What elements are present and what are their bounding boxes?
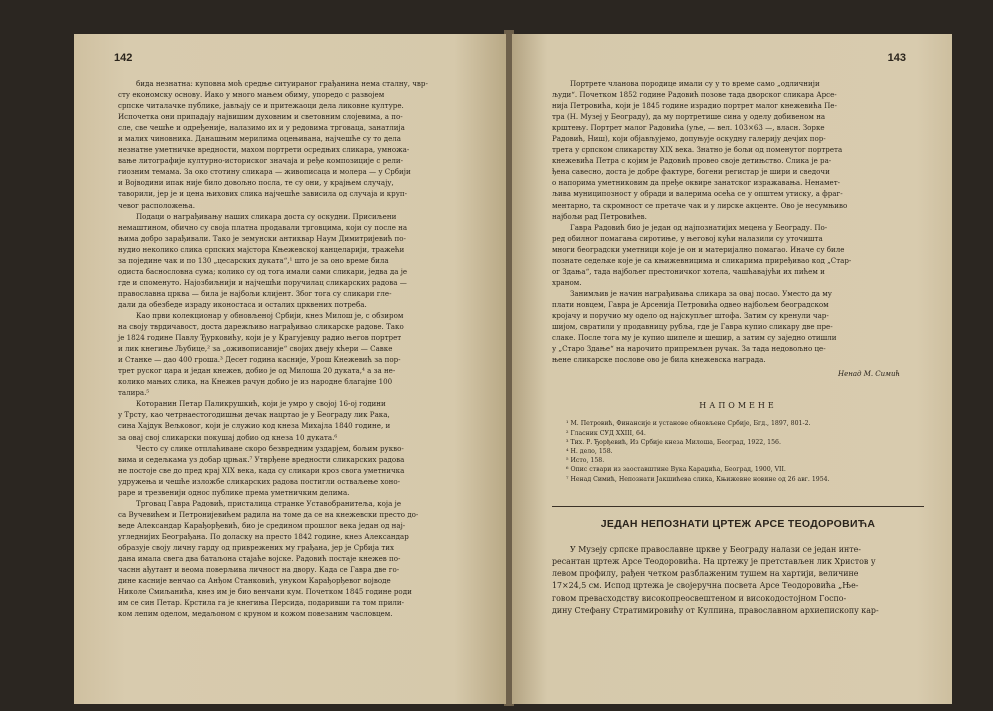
footnote-number: ⁴	[566, 447, 571, 455]
footnote	[566, 429, 924, 438]
text-line: дали да обезбеде израду иконостаса и осталих црквених потреба.	[118, 299, 367, 309]
footnote-text: Опис ствари из заоставштине Вука Караџића, Београд, 1900, VII.	[570, 466, 786, 474]
footnote	[566, 456, 924, 465]
article-title: ЈЕДАН НЕПОЗНАТИ ЦРТЕЖ АРСЕ ТЕОДОРОВИЋА	[600, 517, 876, 530]
text-line: храном.	[552, 277, 582, 287]
right-page	[512, 34, 952, 704]
paragraph	[118, 211, 478, 310]
text-line: Испочетка они припадају највишим духовним и световним слојевима, а по-	[118, 112, 403, 122]
text-line: вима и седељкама уз добар црњак.⁷ Утврђене вредности сликарских радова	[118, 454, 405, 464]
text-line: њене сликарске послове ово је била кнежевска награда.	[552, 355, 766, 365]
text-line: са Вучевићем и Петронијевићем радила на томе да се на кнежевски престо до-	[118, 509, 419, 519]
text-line: тра (Н. Музеј у Београду), да му портретише сина у оделу добивеном на	[552, 112, 826, 122]
text-line: сле, све чешће и одређеније, налазимо их и у редовима трговаца, занатлија	[118, 123, 405, 133]
footnotes-list	[552, 419, 924, 483]
paragraph	[118, 498, 478, 620]
text-line: и лик кнегиње Љубице,² за „оживописаније“ својих двеју кћери — Савке	[118, 344, 393, 354]
text-line: где и споменуто. Најозбиљнији и најчешћи поручилац сликарских радова —	[118, 277, 407, 287]
text-line: левом профилу, рађен четком разблаженим тушем на хартији, величине	[552, 569, 859, 579]
paragraph	[552, 544, 924, 617]
text-line: Трговац Гавра Радовић, присталица странке Уставобранитеља, која је	[136, 498, 402, 508]
text-line: раре и трезвенији однос публике према уметничким делима.	[118, 487, 350, 497]
text-line: ментарно, та скромност се претаче чак и у лирске акценте. Ово је несумњиво	[552, 200, 848, 210]
text-line: најбољи рад Петровићев.	[552, 211, 647, 221]
right-body-text	[552, 78, 924, 365]
text-line: и Војводини ипак није било довољно посла, те су они, у крајњем случају,	[118, 178, 394, 188]
text-line: колико мањих слика, на Кнежев рачун добио је из народне благајне 100	[118, 377, 393, 387]
text-line: кнежевића Петра с којим је Радовић провео своје детињство. Слика је ра-	[552, 156, 832, 166]
text-line: српске читалачке публике, јављају се и притежаоци дела ликовне културе.	[118, 101, 404, 111]
text-line: за овај свој сликарски покушај добио од кнеза 10 дуката.⁶	[118, 432, 338, 442]
footnote-text: Тих. Р. Ђорђевић, Из Србије кнеза Милоша, Београд, 1922, 156.	[570, 438, 781, 446]
footnote	[566, 465, 924, 474]
text-line: познате седељке које је са књижевницима и сликарима приређивао код „Стар-	[552, 255, 852, 265]
text-line: одиста баснословна сума; колико су од тога имали сами сликари, једва да је	[118, 266, 408, 276]
footnote-number: ⁶	[566, 466, 571, 474]
footnote-text: Гласник СУД XXIII, 64.	[570, 429, 646, 437]
text-line: православна црква — била је најбољи клијент. Због тога су сликари гле-	[118, 288, 392, 298]
text-line: угледнијих Београђана. По доласку на престо 1842 године, кнез Александар	[118, 531, 409, 541]
text-line: љива муниципозност у обради и валерима осећа се у општем утиску, а фраг-	[552, 189, 843, 199]
text-line: талира.⁵	[118, 388, 150, 398]
text-line: људи“. Почетком 1852 године Радовић позове тада дворског сликара Арсе-	[552, 90, 837, 100]
footnote	[566, 475, 924, 484]
text-line: кројачу и поручио му одело од најскупљег штофа. Затим су кренули чар-	[552, 310, 829, 320]
text-line: веде Александар Карађорђевић, био је средином прошлог века један од нај-	[118, 520, 406, 530]
paragraph	[552, 222, 924, 288]
footnote	[566, 419, 924, 428]
notes-heading: НАПОМЕНЕ	[699, 401, 777, 411]
text-line: Портрете чланова породице имали су у то време само „одличнији	[570, 79, 820, 88]
text-line: на своју тврдичавост, доста дарежљиво награђивао сликарске радове. Тако	[118, 322, 404, 332]
footnote-text: Н. дело, 158.	[570, 447, 613, 455]
text-line: многи београдски уметници које је он и материјално помагао. Иначе су биле	[552, 244, 845, 254]
text-line: за поједине чак и по 130 „цесарских дуката“,¹ што је за оно време била	[118, 255, 389, 265]
page-number-left: 142	[114, 52, 133, 64]
text-line: незнатне уметничке вредности, махом портрети осредњих сликара, умножа-	[118, 145, 410, 155]
footnote-number: ⁵	[566, 457, 571, 465]
footnote-number: ²	[566, 429, 571, 437]
text-line: њима добро зарађивали. Тако је земунски антиквар Наум Димитријевић по-	[118, 233, 406, 243]
page-number-right: 143	[887, 52, 906, 64]
article-body	[552, 544, 924, 617]
text-line: У Музеју српске православне цркве у Београду налази се један инте-	[570, 544, 861, 554]
footnote-text: М. Петровић, Финансије и установе обновљене Србије, Бгд., 1897, 801-2.	[570, 420, 811, 428]
text-line: плати новцем, Гавра је Арсенија Петровића одвео најбољем београдском	[552, 299, 829, 309]
text-line: таворили, јер је и цена њихових слика најчешће зависила од случаја и круп-	[118, 189, 408, 199]
text-line: и Станке — дао 400 гроша.³ Десет година касније, Урош Кнежевић за пор-	[118, 355, 401, 365]
left-page	[74, 34, 506, 704]
text-line: ред обилног помагања сиротиње, у његовој кући налазили су уточишта	[552, 233, 823, 243]
text-line: је 1824 године Павлу Ђурковићу, који је у Крагујевцу радио његов портрет	[118, 333, 402, 343]
text-line: Которанин Петар Паликрушкић, који је умро у својој 16-ој години	[136, 399, 386, 409]
text-line: Подаци о награђивању наших сликара доста су оскудни. Присиљени	[136, 211, 397, 221]
text-line: чевог расположења.	[118, 200, 195, 210]
footnote-number: ¹	[566, 420, 571, 428]
text-line: дину Стефану Стратимировићу от Кулпина, православном архиепископу кар-	[552, 605, 879, 615]
text-line: удружења и чешће изложбе сликарских радова постигли остваљење хоно-	[118, 476, 400, 486]
text-line: немаштином, обично су своја платна продавали трговцима, који су после на	[118, 222, 408, 232]
footnote-text: Исто, 158.	[570, 457, 605, 465]
text-line: Често су слике отплаћиване скоро безвредним уздарјем, бољим рукво-	[136, 443, 404, 453]
paragraph	[118, 310, 478, 398]
text-line: сина Хајдук Вељковог, који је служио код кнеза Михајла 1840 године, и	[118, 421, 391, 431]
text-line: ресантан цртеж Арсе Теодоровића. На цртежу је претстављен лик Христов у	[552, 556, 876, 566]
text-line: вање литографије културно-историског значаја и ређе композиције с рели-	[118, 156, 403, 166]
right-text-column	[552, 78, 924, 617]
text-line: им се син Петар. Крстила га је кнегиња Персида, подаривши га том прили-	[118, 598, 405, 608]
text-line: нија Петровића, који је 1845 године израдио портрет малог кнежевића Пе-	[552, 101, 837, 111]
footnote-text: Ненад Симић, Непознати Јакшићева слика, Књижевне новине од 26 авг. 1954.	[570, 475, 830, 483]
text-line: ог Здања“, тада најбољег престоничког хотела, чашћавајући их пићем и	[552, 266, 825, 276]
left-text-column	[118, 78, 478, 619]
text-line: не постоје све до пред крај XIX века, када су сликари кроз свога уметничка	[118, 465, 405, 475]
text-line: Николе Смиљанића, кнез им је био венчани кум. Почетком 1845 године роди	[118, 587, 412, 597]
text-line: бида незнатна: куповна моћ средње ситуираног грађанина нема сталну, чвр-	[136, 79, 428, 88]
text-line: дана имала свега два батаљона стајаће војске. Радовић постаје кнежев по-	[118, 554, 401, 564]
text-line: 17×24,5 см. Испод цртежа је својеручна посвета Арсе Теодоровића „Ње-	[552, 581, 859, 591]
text-line: ком лепим оделом, медаљоном с круном и кожом повезаним часловцем.	[118, 609, 393, 619]
text-line: Занимљив је начин награђивања сликара за овај посао. Уместо да му	[570, 288, 832, 298]
text-line: слаке. После тога му је купио шипеле и шешир, а затим су заједно отишли	[552, 333, 837, 343]
text-line: Као први колекционар у обновљеној Србији, кнез Милош је, с обзиром	[136, 310, 404, 320]
paragraph	[552, 288, 924, 365]
text-line: дине касније венчао са Анђом Станковић, унуком Карађорђевог војводе	[118, 576, 391, 586]
text-line: говом превасходству високопреосвештеном и високодостојном Госпо-	[552, 593, 847, 603]
text-line: у „Старо Здање“ на нарочито припремљен ручак. За тада недовољно це-	[552, 344, 826, 354]
text-line: сту економску основу. Иако у много мањем обиму, упоредо с развојем	[118, 90, 385, 100]
paragraph	[118, 78, 478, 211]
text-line: Радовић, Ниш), који објављујемо, допуњује оскудну галерију дечјих пор-	[552, 134, 826, 144]
text-line: трета у српском сликарству XIX века. Знатно је бољи од поменутог портрета	[552, 145, 843, 155]
text-line: Гавра Радовић био је један од најпознатијих мецена у Београду. По-	[570, 222, 828, 232]
text-line: нудио неколико слика српских мајстора Књежевској канцеларији, тражећи	[118, 244, 405, 254]
paragraph	[118, 443, 478, 498]
text-line: о напорима уметниковим да пређе оквире занатског изражавања. Ненамет-	[552, 178, 841, 188]
text-line: образује своју личну гарду од приврежених му грађана, јер је Србија тих	[118, 542, 394, 552]
text-line: ђена савесно, доста је добре фактуре, богени регистар је шири и сведочи	[552, 167, 830, 177]
text-line: гиозним темама. За око стотину сликара — живописаца и молера — у Србији	[118, 167, 411, 177]
paragraph	[118, 398, 478, 442]
text-line: трет руског цара и један кнежев, добио је од Милоша 20 дуката,⁴ а за не-	[118, 366, 396, 376]
text-line: шијом, свратили у продавницу рубља, где је Гавра купио сликару две пре-	[552, 322, 833, 332]
footnote-number: ⁷	[566, 475, 571, 483]
text-line: крштењу. Портрет малог Радовића (уље, — вел. 103×63 —, власн. Зорке	[552, 123, 825, 133]
footnote-number: ³	[566, 438, 571, 446]
author-signature: Ненад М. Симић	[838, 370, 900, 379]
footnote	[566, 447, 924, 456]
paragraph	[552, 78, 924, 222]
footnote	[566, 438, 924, 447]
text-line: и малих чиновника. Данашњим мерилима оцењивана, најчешће су то дела	[118, 134, 401, 144]
section-divider	[552, 506, 924, 507]
text-line: у Трсту, као четрнаестогодишњи дечак нацртао је у Београду лик Рака,	[118, 410, 390, 420]
text-line: часнн ађутант и веома поверљива личност на двору. Када се Гавра две го-	[118, 565, 400, 575]
